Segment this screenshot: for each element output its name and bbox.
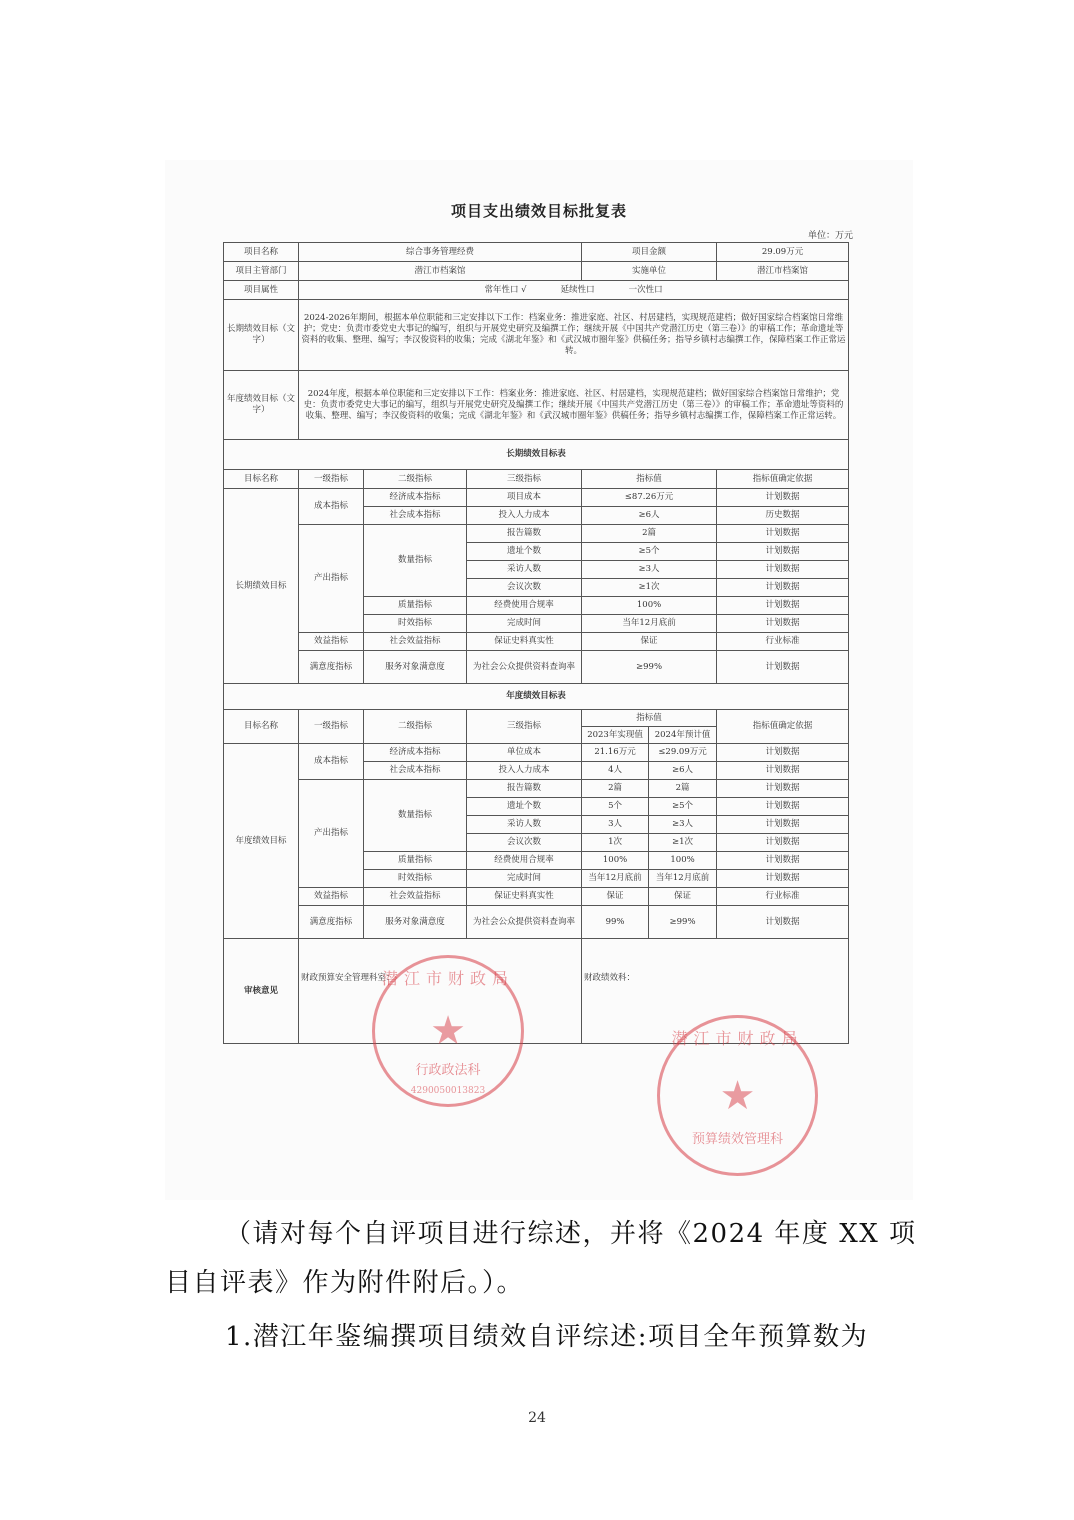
- year-sub-social: 社会成本指标: [364, 762, 467, 780]
- stamp-right-top: 潜江市财政局: [671, 1029, 804, 1048]
- year-goal-label: 年度绩效目标（文字）: [224, 371, 299, 440]
- year-2024: ≥1次: [649, 834, 717, 852]
- stamp-left-code: 4290050013823: [410, 1086, 486, 1096]
- year-basis: 计划数据: [717, 870, 849, 888]
- year-l3: 采访人数: [467, 816, 582, 834]
- year-2023: 3人: [582, 816, 649, 834]
- year-2023: 当年12月底前: [582, 870, 649, 888]
- year-l3: 为社会公众提供资料查询率: [467, 906, 582, 939]
- year-basis: 计划数据: [717, 798, 849, 816]
- star-icon: ★: [719, 1072, 756, 1119]
- yheader-2024: 2024年预计值: [649, 727, 717, 744]
- long-l3: 为社会公众提供资料查询率: [467, 651, 582, 684]
- year-basis: 计划数据: [717, 744, 849, 762]
- long-basis: 计划数据: [717, 561, 849, 579]
- long-value: 2篇: [582, 525, 717, 543]
- long-sub-quality: 质量指标: [364, 597, 467, 615]
- stamp-right-bottom: 预算绩效管理科: [691, 1132, 783, 1147]
- year-2023: 5个: [582, 798, 649, 816]
- year-basis: 计划数据: [717, 852, 849, 870]
- year-2024: ≥5个: [649, 798, 717, 816]
- long-value: 保证: [582, 633, 717, 651]
- year-2024: 当年12月底前: [649, 870, 717, 888]
- long-sub-service: 服务对象满意度: [364, 651, 467, 684]
- year-l3: 经费使用合规率: [467, 852, 582, 870]
- header-basis: 指标值确定依据: [717, 470, 849, 489]
- dept-label: 项目主管部门: [224, 262, 299, 281]
- year-basis: 行业标准: [717, 888, 849, 906]
- long-basis: 行业标准: [717, 633, 849, 651]
- yheader-l1: 一级指标: [299, 710, 364, 744]
- long-basis: 历史数据: [717, 507, 849, 525]
- year-2024: ≥3人: [649, 816, 717, 834]
- long-l3: 采访人数: [467, 561, 582, 579]
- year-l3: 报告篇数: [467, 780, 582, 798]
- long-sub-econ: 经济成本指标: [364, 489, 467, 507]
- year-basis: 计划数据: [717, 780, 849, 798]
- project-name-value: 综合事务管理经费: [299, 243, 582, 262]
- long-cat-output: 产出指标: [299, 525, 364, 633]
- year-sub-service: 服务对象满意度: [364, 906, 467, 939]
- amount-label: 项目金额: [582, 243, 717, 262]
- long-cat-satisfaction: 满意度指标: [299, 651, 364, 684]
- body-line-2: 目自评表》作为附件附后。）。: [165, 1268, 525, 1298]
- yheader-value: 指标值: [582, 710, 717, 727]
- stamp-left-bottom: 行政政法科: [415, 1063, 481, 1078]
- scanned-form: [165, 160, 913, 1200]
- long-l3: 经费使用合规率: [467, 597, 582, 615]
- long-basis: 计划数据: [717, 543, 849, 561]
- year-cat-cost: 成本指标: [299, 744, 364, 780]
- year-sub-econ: 经济成本指标: [364, 744, 467, 762]
- long-table-title: 长期绩效目标表: [224, 440, 849, 470]
- attr-options: 常年性口 √ 延续性口 一次性口: [299, 281, 849, 300]
- year-sub-quality: 质量指标: [364, 852, 467, 870]
- year-sub-social-benefit: 社会效益指标: [364, 888, 467, 906]
- long-goal-text: 2024-2026年期间，根据本单位职能和三定安排以下工作：档案业务：推进家庭、社区、村居建档，实现规范建档；做好国家综合档案馆日常维护；党史：负责市委党史大事记的编写，组织与开展党史研究及编撰工作；继续开展《中国共产党潜江历史（第三卷）》的审稿工作；革命遗址等资料的收集、整理、编写；李汉俊资料的收集；完成《湖北年鉴》和《武汉城市圈年鉴》供稿任务；指导乡镇村志编撰工作，保障档案工作正常运转。: [299, 300, 849, 371]
- yheader-goal: 目标名称: [224, 710, 299, 744]
- long-goal-name: 长期绩效目标: [224, 489, 299, 684]
- project-name-label: 项目名称: [224, 243, 299, 262]
- long-sub-quantity: 数量指标: [364, 525, 467, 597]
- long-sub-social: 社会成本指标: [364, 507, 467, 525]
- star-icon: ★: [430, 1008, 466, 1054]
- long-basis: 计划数据: [717, 489, 849, 507]
- yheader-2023: 2023年实现值: [582, 727, 649, 744]
- long-value: ≥6人: [582, 507, 717, 525]
- long-sub-timeliness: 时效指标: [364, 615, 467, 633]
- long-l3: 投入人力成本: [467, 507, 582, 525]
- year-l3: 保证史料真实性: [467, 888, 582, 906]
- year-basis: 计划数据: [717, 762, 849, 780]
- long-value: 100%: [582, 597, 717, 615]
- approval-table: [223, 242, 849, 1044]
- long-sub-social-benefit: 社会效益指标: [364, 633, 467, 651]
- review-right: 财政绩效科：: [582, 939, 849, 1044]
- year-goal-text: 2024年度，根据本单位职能和三定安排以下工作：档案业务：推进家庭、社区、村居建档，实现规范建档；做好国家综合档案馆日常维护；党史：负责市委党史大事记的编写，组织与开展党史研究及编撰工作；继续开展《中国共产党潜江历史（第三卷）》的审稿工作；革命遗址等资料的收集、整理、编写；李汉俊资料的收集；完成《湖北年鉴》和《武汉城市圈年鉴》供稿任务；指导乡镇村志编撰工作，保障档案工作正常运转。: [299, 371, 849, 440]
- attr-label: 项目属性: [224, 281, 299, 300]
- year-basis: 计划数据: [717, 906, 849, 939]
- year-l3: 遗址个数: [467, 798, 582, 816]
- review-label: 审核意见: [224, 939, 299, 1044]
- impl-value: 潜江市档案馆: [717, 262, 849, 281]
- long-value: ≤87.26万元: [582, 489, 717, 507]
- amount-value: 29.09万元: [717, 243, 849, 262]
- year-l3: 单位成本: [467, 744, 582, 762]
- long-l3: 会议次数: [467, 579, 582, 597]
- long-cat-cost: 成本指标: [299, 489, 364, 525]
- header-goal: 目标名称: [224, 470, 299, 489]
- long-l3: 报告篇数: [467, 525, 582, 543]
- year-sub-quantity: 数量指标: [364, 780, 467, 852]
- long-l3: 遗址个数: [467, 543, 582, 561]
- header-l2: 二级指标: [364, 470, 467, 489]
- body-line-1: （请对每个自评项目进行综述，并将《2024 年度 XX 项: [225, 1219, 917, 1249]
- year-2024: ≤29.09万元: [649, 744, 717, 762]
- year-basis: 计划数据: [717, 834, 849, 852]
- year-basis: 计划数据: [717, 816, 849, 834]
- year-l3: 投入人力成本: [467, 762, 582, 780]
- year-2023: 1次: [582, 834, 649, 852]
- long-cat-benefit: 效益指标: [299, 633, 364, 651]
- long-basis: 计划数据: [717, 525, 849, 543]
- year-2023: 100%: [582, 852, 649, 870]
- long-l3: 完成时间: [467, 615, 582, 633]
- year-cat-benefit: 效益指标: [299, 888, 364, 906]
- year-2023: 保证: [582, 888, 649, 906]
- long-value: 当年12月底前: [582, 615, 717, 633]
- year-2023: 21.16万元: [582, 744, 649, 762]
- header-l3: 三级指标: [467, 470, 582, 489]
- header-value: 指标值: [582, 470, 717, 489]
- long-value: ≥1次: [582, 579, 717, 597]
- year-2023: 2篇: [582, 780, 649, 798]
- stamp-left-top: 潜江市财政局: [381, 969, 514, 988]
- form-title: 项目支出绩效目标批复表: [450, 202, 627, 220]
- long-l3: 保证史料真实性: [467, 633, 582, 651]
- long-basis: 计划数据: [717, 597, 849, 615]
- long-basis: 计划数据: [717, 615, 849, 633]
- year-2024: ≥99%: [649, 906, 717, 939]
- long-value: ≥5个: [582, 543, 717, 561]
- header-l1: 一级指标: [299, 470, 364, 489]
- long-l3: 项目成本: [467, 489, 582, 507]
- body-line-3: 1.潜江年鉴编撰项目绩效自评综述:项目全年预算数为: [225, 1322, 869, 1352]
- impl-label: 实施单位: [582, 262, 717, 281]
- yheader-l2: 二级指标: [364, 710, 467, 744]
- long-value: ≥99%: [582, 651, 717, 684]
- year-cat-satisfaction: 满意度指标: [299, 906, 364, 939]
- year-2024: 100%: [649, 852, 717, 870]
- review-left: 财政预算安全管理科室：: [299, 939, 582, 1044]
- year-goal-name: 年度绩效目标: [224, 744, 299, 939]
- long-goal-label: 长期绩效目标（文字）: [224, 300, 299, 371]
- long-value: ≥3人: [582, 561, 717, 579]
- dept-value: 潜江市档案馆: [299, 262, 582, 281]
- yheader-basis: 指标值确定依据: [717, 710, 849, 744]
- year-cat-output: 产出指标: [299, 780, 364, 888]
- year-2024: ≥6人: [649, 762, 717, 780]
- year-2024: 2篇: [649, 780, 717, 798]
- year-sub-timeliness: 时效指标: [364, 870, 467, 888]
- year-l3: 会议次数: [467, 834, 582, 852]
- long-basis: 计划数据: [717, 579, 849, 597]
- year-table-title: 年度绩效目标表: [224, 684, 849, 710]
- long-basis: 计划数据: [717, 651, 849, 684]
- year-l3: 完成时间: [467, 870, 582, 888]
- year-2023: 4人: [582, 762, 649, 780]
- page-number: 24: [528, 1410, 546, 1426]
- year-2024: 保证: [649, 888, 717, 906]
- yheader-l3: 三级指标: [467, 710, 582, 744]
- year-2023: 99%: [582, 906, 649, 939]
- unit-label: 单位：万元: [807, 231, 853, 241]
